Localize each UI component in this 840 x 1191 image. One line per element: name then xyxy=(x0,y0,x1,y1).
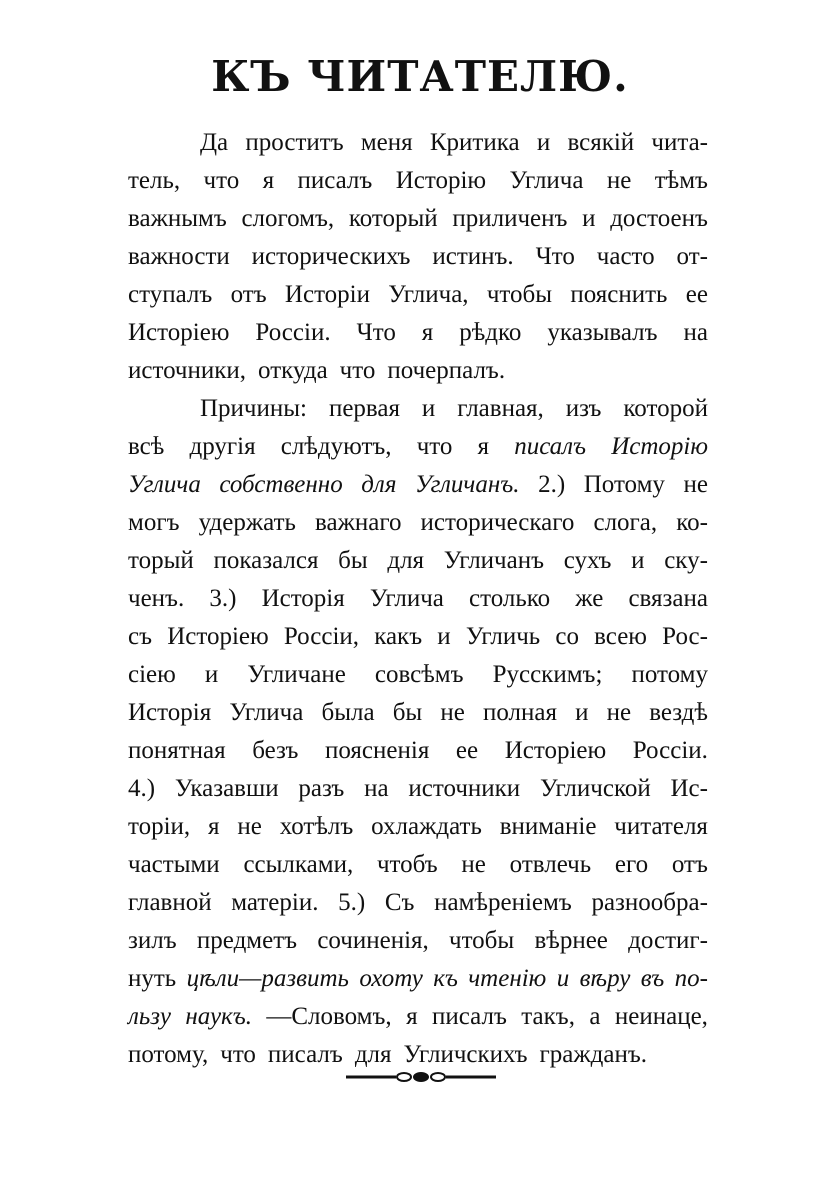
word: бы xyxy=(392,699,423,726)
word: я xyxy=(406,1003,418,1030)
text-line xyxy=(128,808,708,846)
word: потому, xyxy=(128,1041,209,1068)
word: Указавши xyxy=(174,775,279,802)
word: чтобы xyxy=(449,927,515,954)
word: намѣреніемъ xyxy=(434,889,572,916)
word: откуда xyxy=(258,357,328,384)
body-text xyxy=(128,124,708,1074)
word: что xyxy=(220,1041,256,1068)
word: не xyxy=(237,813,262,840)
word: изъ xyxy=(565,395,602,422)
word: Исторія xyxy=(261,585,345,612)
text-line xyxy=(128,276,708,314)
word: всею xyxy=(594,623,647,650)
word: бы xyxy=(338,547,368,574)
word: что xyxy=(416,433,453,460)
text-line xyxy=(128,960,708,998)
word: ску- xyxy=(664,547,708,574)
word: меня xyxy=(360,129,413,156)
word: 5.) xyxy=(338,889,366,916)
word: Ис- xyxy=(670,775,708,802)
word: Что xyxy=(356,319,396,346)
word: ссылками, xyxy=(243,851,354,878)
word: которой xyxy=(623,395,708,422)
text-line xyxy=(128,542,708,580)
word: предметъ xyxy=(196,927,298,954)
word: цѣли—развить xyxy=(186,965,349,992)
word: важнаго xyxy=(315,509,402,536)
word: отъ xyxy=(230,281,267,308)
word: писалъ xyxy=(297,167,373,194)
word: безъ xyxy=(252,737,299,764)
word: Углича xyxy=(229,699,304,726)
word: нуть xyxy=(128,965,177,992)
word: ее xyxy=(455,737,479,764)
word: почерпалъ. xyxy=(387,357,506,384)
word: наукъ. xyxy=(185,1003,252,1030)
text-line xyxy=(128,618,708,656)
word: я xyxy=(262,167,275,194)
word: не xyxy=(606,699,632,726)
word: Угличской xyxy=(539,775,651,802)
word: въ xyxy=(640,965,665,992)
word: тель, xyxy=(128,167,181,194)
word: Угличанъ. xyxy=(415,471,520,498)
word: Россіи. xyxy=(255,319,331,346)
text-line xyxy=(128,656,708,694)
word: торый xyxy=(128,547,194,574)
word: частыми xyxy=(128,851,220,878)
word: для xyxy=(387,547,425,574)
word: главной xyxy=(128,889,212,916)
word: я xyxy=(208,813,220,840)
word: собственно xyxy=(219,471,343,498)
word: достоенъ xyxy=(610,205,708,232)
text-line xyxy=(128,428,708,466)
word: Углича xyxy=(509,167,584,194)
word: слога, xyxy=(593,509,658,536)
word: историческаго xyxy=(420,509,575,536)
word: Русскимъ; xyxy=(492,661,603,688)
word: совсѣмъ xyxy=(374,661,464,688)
word: достиг- xyxy=(628,927,708,954)
word: что xyxy=(339,357,376,384)
text-line xyxy=(128,770,708,808)
word: писалъ xyxy=(267,1041,343,1068)
word: чтобы xyxy=(486,281,553,308)
word: чтенію xyxy=(468,965,547,992)
word: Исторіею xyxy=(167,623,269,650)
word: Критика xyxy=(429,129,520,156)
word: писалъ xyxy=(514,433,587,460)
word: гражданъ. xyxy=(539,1041,648,1068)
word: къ xyxy=(433,965,458,992)
text-line xyxy=(128,314,708,352)
word: разнообра- xyxy=(591,889,708,916)
text-line xyxy=(128,922,708,960)
word: Угличане xyxy=(247,661,346,688)
word: Россіи, xyxy=(283,623,360,650)
word: удержать xyxy=(198,509,296,536)
word: Причины: xyxy=(200,395,308,422)
word: отъ xyxy=(671,851,708,878)
word: всякій xyxy=(567,129,635,156)
word: указывалъ xyxy=(547,319,658,346)
word: не xyxy=(440,699,465,726)
word: для xyxy=(361,471,397,498)
word: ступалъ xyxy=(128,281,213,308)
word: и xyxy=(421,395,436,422)
word: 2.) xyxy=(538,471,566,498)
word: связана xyxy=(628,585,708,612)
word: Да xyxy=(200,129,229,156)
word: источники, xyxy=(128,357,247,384)
word: проститъ xyxy=(245,129,344,156)
word: матеріи. xyxy=(231,889,319,916)
word: часто xyxy=(596,243,655,270)
word: ченъ. xyxy=(128,585,185,612)
word: Россіи. xyxy=(632,737,708,764)
word: и xyxy=(536,129,551,156)
word: Съ xyxy=(384,889,415,916)
word: Исторію xyxy=(395,167,487,194)
word: на xyxy=(364,775,389,802)
word: вѣру xyxy=(579,965,631,992)
word: для xyxy=(354,1041,392,1068)
word: полная xyxy=(482,699,557,726)
word: разъ xyxy=(298,775,345,802)
word: и xyxy=(631,547,645,574)
word: потому xyxy=(631,661,708,688)
word: столько xyxy=(469,585,551,612)
word: первая xyxy=(328,395,400,422)
word: слогомъ, xyxy=(241,205,335,232)
word: могъ xyxy=(128,509,180,536)
word: на xyxy=(683,319,708,346)
word: Рос- xyxy=(662,623,708,650)
text-line xyxy=(128,466,708,504)
word: который xyxy=(348,205,438,232)
word: сочиненія, xyxy=(317,927,429,954)
word: ее xyxy=(685,281,708,308)
word: Углича, xyxy=(388,281,469,308)
word: съ xyxy=(128,623,153,650)
word: Исторіею xyxy=(128,319,230,346)
word: вездѣ xyxy=(649,699,708,726)
word: охлаждать xyxy=(371,813,482,840)
text-line xyxy=(128,884,708,922)
word: —Словомъ, xyxy=(266,1003,392,1030)
word: Углича xyxy=(369,585,444,612)
word: и xyxy=(582,205,596,232)
word: приличенъ xyxy=(452,205,568,232)
word: я xyxy=(477,433,490,460)
word: другія xyxy=(189,433,256,460)
word: истинъ. xyxy=(432,243,514,270)
text-line xyxy=(128,998,708,1036)
word: Угличскихъ xyxy=(403,1041,528,1068)
word: была xyxy=(321,699,375,726)
word: чита- xyxy=(651,129,708,156)
word: чтобъ xyxy=(376,851,438,878)
text-line xyxy=(128,694,708,732)
word: какъ xyxy=(374,623,423,650)
word: важнымъ xyxy=(128,205,227,232)
text-line xyxy=(128,580,708,618)
word: и xyxy=(575,699,589,726)
word: главная, xyxy=(457,395,544,422)
word: историческихъ xyxy=(251,243,411,270)
text-line xyxy=(128,846,708,884)
word: Исторіею xyxy=(504,737,607,764)
word: вѣрнее xyxy=(534,927,608,954)
word: рѣдко xyxy=(459,319,522,346)
word: же xyxy=(575,585,604,612)
word: 4.) xyxy=(128,775,156,802)
text-line xyxy=(128,504,708,542)
word: такъ, xyxy=(521,1003,575,1030)
word: Потому xyxy=(583,471,665,498)
word: поясненія xyxy=(325,737,430,764)
word: отвлечь xyxy=(509,851,592,878)
text-line xyxy=(128,162,708,200)
page-title: КЪ ЧИТАТЕЛЮ. xyxy=(211,52,629,101)
word: Исторіи xyxy=(284,281,370,308)
word: показался xyxy=(213,547,319,574)
word: от- xyxy=(676,243,708,270)
word: Угличь xyxy=(465,623,541,650)
word: со xyxy=(555,623,579,650)
word: важности xyxy=(128,243,230,270)
word: и xyxy=(437,623,451,650)
word: понятная xyxy=(128,737,226,764)
word: по- xyxy=(674,965,708,992)
text-line xyxy=(128,200,708,238)
word: льзу xyxy=(128,1003,171,1030)
word: неинаце, xyxy=(614,1003,708,1030)
word: Угличанъ xyxy=(443,547,545,574)
dash-rule-ornament-icon xyxy=(344,1068,498,1086)
word: тѣмъ xyxy=(654,167,708,194)
word: Исторія xyxy=(128,699,212,726)
word: не xyxy=(461,851,486,878)
word: я xyxy=(421,319,434,346)
word: читателя xyxy=(614,813,708,840)
word: Что xyxy=(535,243,575,270)
word: сухъ xyxy=(563,547,612,574)
word: а xyxy=(589,1003,601,1030)
word: не xyxy=(606,167,632,194)
word: пояснить xyxy=(570,281,668,308)
word: Исторію xyxy=(611,433,708,460)
word: писалъ xyxy=(432,1003,507,1030)
word: всѣ xyxy=(128,433,165,460)
word: не xyxy=(683,471,708,498)
word: слѣдуютъ, xyxy=(280,433,392,460)
word: источники xyxy=(408,775,521,802)
word: что xyxy=(203,167,240,194)
word: 3.) xyxy=(209,585,237,612)
word: зилъ xyxy=(128,927,177,954)
text-line xyxy=(128,124,708,162)
word: торіи, xyxy=(128,813,191,840)
text-line xyxy=(128,352,708,390)
word: Углича xyxy=(128,471,201,498)
word: его xyxy=(614,851,649,878)
text-line xyxy=(128,238,708,276)
word: вниманіе xyxy=(499,813,597,840)
word: и xyxy=(204,661,219,688)
text-line xyxy=(128,732,708,770)
word: охоту xyxy=(359,965,423,992)
word: и xyxy=(556,965,570,992)
word: хотѣлъ xyxy=(279,813,354,840)
text-line xyxy=(128,390,708,428)
word: сіею xyxy=(128,661,176,688)
word: ко- xyxy=(676,509,708,536)
